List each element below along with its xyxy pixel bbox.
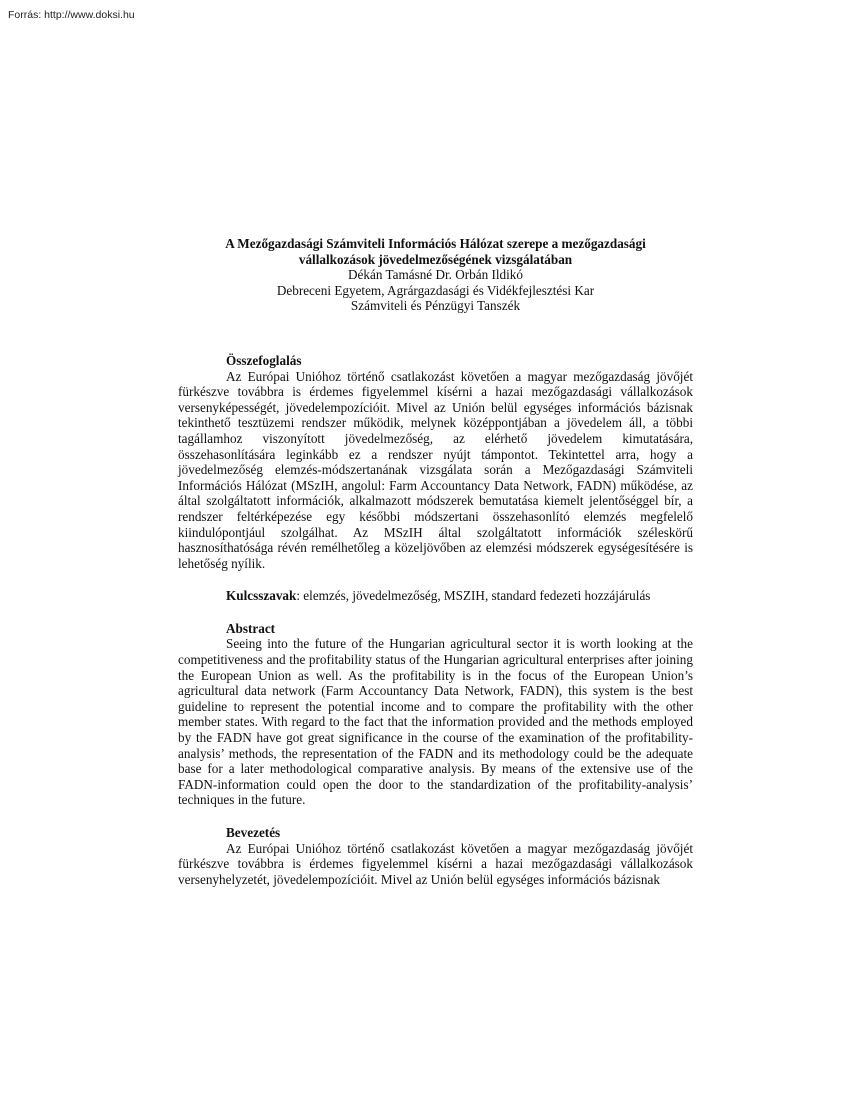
keywords-section — [178, 588, 693, 604]
paper-title-line-2: vállalkozások jövedelmezőségének vizsgálatában — [298, 251, 573, 267]
keywords-text: : elemzés, jövedelmezőség, MSZIH, standard fedezeti hozzájárulás — [296, 588, 651, 604]
affiliation-department: Számviteli és Pénzügyi Tanszék — [350, 298, 521, 314]
keywords-label: Kulcsszavak — [226, 588, 297, 604]
summary-heading: Összefoglalás — [226, 352, 302, 368]
author-name: Dékán Tamásné Dr. Orbán Ildikó — [348, 267, 523, 283]
summary-text: Az Európai Unióhoz történő csatlakozást követően a magyar mezőgazdaság jövőjét fürkészve továbbra is érdemes figyelemmel kísérni a hazai mezőgazdasági vállalkozások versenyképességét, jövedelempozícióit. Mivel az Unión belül egységes információs bázisnak tekinthető tesztüzemi rendszer működik, melynek középpontjában a jövedelem áll, a többi tagállamhoz viszonyított jövedelmezőség, az elérhető jövedelem kimutatására, összehasonlítására leginkább ez a rendszer nyújt támpontot. Tekintettel arra, hogy a jövedelmezőség elemzés-módszertanának vizsgálata során a Mezőgazdasági Számviteli Információs Hálózat (MSzIH, angolul: Farm Accountancy Data Network, FADN) működése, az által szolgáltatott információk, alkalmazott módszerek bemutatása kiemelt jelentőséggel bír, a rendszer feltérképezése egy későbbi módszertani összehasonlító elemzés megfelelő kiindulópontjául szolgálhat. Az MSzIH által szolgáltatott információk széleskörű hasznosíthatósága révén remélhetőleg a közeljövőben az elemzési módszerek egységesítésére is lehetőség nyílik. — [178, 368, 693, 571]
introduction-heading: Bevezetés — [226, 825, 281, 840]
introduction-section — [178, 825, 693, 887]
abstract-section — [178, 621, 693, 808]
affiliation-university: Debreceni Egyetem, Agrárgazdasági és Vidékfejlesztési Kar — [276, 282, 595, 298]
paper-page — [178, 236, 693, 887]
paper-title-line-1: A Mezőgazdasági Számviteli Információs Hálózat szerepe a mezőgazdasági — [225, 236, 646, 251]
keywords-line — [178, 588, 693, 604]
summary-section — [178, 353, 693, 571]
abstract-heading: Abstract — [226, 620, 276, 636]
abstract-text: Seeing into the future of the Hungarian agricultural sector it is worth looking at the competitiveness and the profitability status of the Hungarian agricultural enterprises after joining the European Union as well. As the profitability is in the focus of the European Union’s agricultural data network (Farm Accountancy Data Network, FADN), this system is the best guideline to represent the potential income and to compare the profitability with the other member states. With regard to the fact that the information provided and the methods employed by the FADN have got great significance in the course of the examination of the profitability-analysis’ methods, the representation of the FADN and its methodology could be the adequate base for a later methodological comparative analysis. By means of the extensive use of the FADN-information could open the door to the standardization of the profitability-analysis’ techniques in the future. — [178, 636, 693, 808]
source-note: Forrás: http://www.doksi.hu — [8, 9, 135, 21]
paper-header — [178, 236, 693, 314]
introduction-text: Az Európai Unióhoz történő csatlakozást követően a magyar mezőgazdaság jövőjét fürkészve továbbra is érdemes figyelemmel kísérni a hazai mezőgazdasági vállalkozások versenyhelyzetét, jövedelempozícióit. Mivel az Unión belül egységes információs bázisnak — [178, 840, 693, 887]
